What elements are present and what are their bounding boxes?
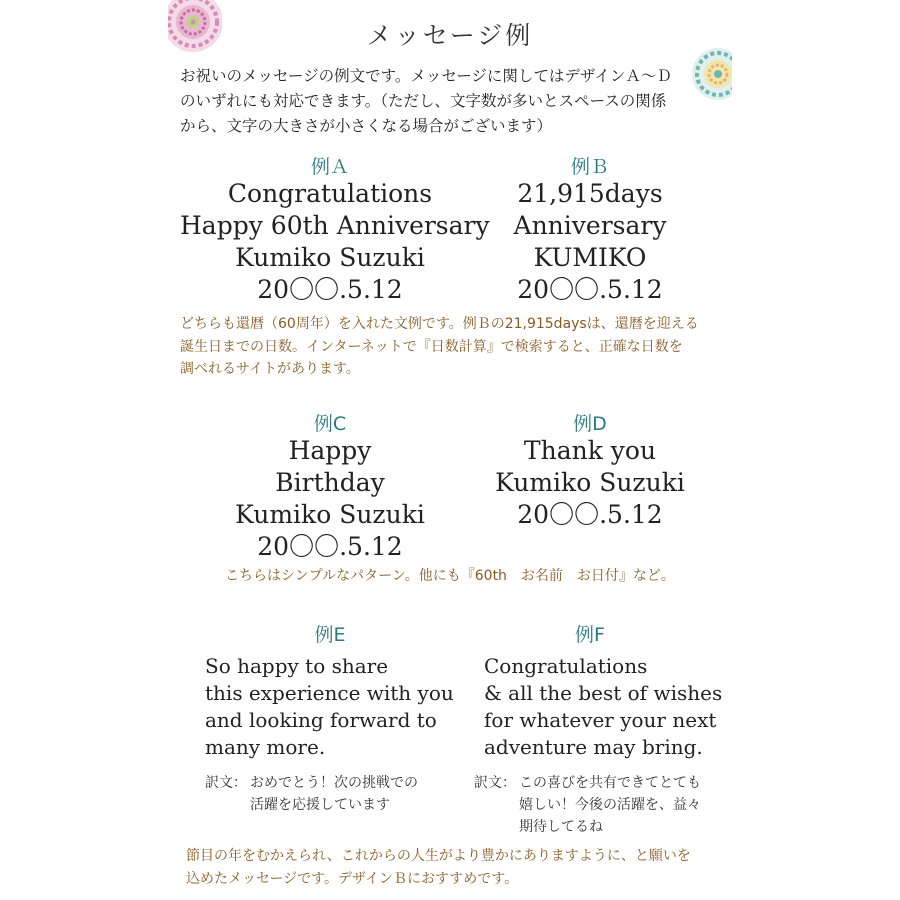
example-d-label: 例D <box>573 413 607 435</box>
message-line: Congratulations <box>484 654 648 678</box>
message-line: Congratulations <box>227 179 433 208</box>
message-line: Happy 60th Anniversary <box>180 211 490 240</box>
message-line: Birthday <box>275 468 385 497</box>
example-b-label: 例Ｂ <box>570 156 609 178</box>
message-line: KUMIKO <box>533 243 647 272</box>
message-line: 20〇〇.5.12 <box>257 275 403 304</box>
message-line: and looking forward to <box>205 708 437 732</box>
translation-line: 嬉しい！今後の活躍を、益々 <box>519 797 701 813</box>
message-line: adventure may bring. <box>484 735 703 759</box>
message-line: 20〇〇.5.12 <box>517 500 663 529</box>
message-line: So happy to share <box>205 654 389 678</box>
example-c-label: 例C <box>313 413 347 435</box>
note-line: どちらも還暦（60周年）を入れた文例です。例Ｂの21,915daysは、還暦を迎える <box>180 316 699 332</box>
example-d-message <box>490 435 690 531</box>
note-ef <box>186 845 691 890</box>
note-line: 込めたメッセージです。デザインＢにおすすめです。 <box>186 870 519 887</box>
translation-label: 訳文： <box>474 775 516 791</box>
message-line: Kumiko Suzuki <box>235 500 425 529</box>
note-cd: こちらはシンプルなパターン。他にも『60th お名前 お日付』など。 <box>225 568 675 584</box>
note-ab <box>180 313 699 381</box>
translation-line: 期待してるね <box>519 819 603 835</box>
message-line: for whatever your next <box>484 708 717 732</box>
note-line: 調べれるサイトがあります。 <box>180 361 360 377</box>
note-line: 節目の年をむかえられ、これからの人生がより豊かにありますように、と願いを <box>186 848 691 864</box>
message-line: Anniversary <box>513 211 667 240</box>
message-line: 20〇〇.5.12 <box>257 532 403 561</box>
page-title: メッセージ例 <box>366 21 534 50</box>
intro-line: のいずれにも対応できます。（ただし、文字数が多いとスペースの関係 <box>180 92 667 110</box>
note-line: 誕生日までの日数。インターネットで『日数計算』で検索すると、正確な日数を <box>180 338 683 355</box>
example-a-label: 例Ａ <box>310 156 349 178</box>
example-f-message <box>484 653 722 761</box>
translation-label: 訳文： <box>205 775 247 791</box>
message-line: Happy <box>288 436 372 465</box>
example-e-message <box>205 653 454 761</box>
message-line: many more. <box>205 735 326 759</box>
translation-line: おめでとう！次の挑戦での <box>250 775 418 791</box>
message-line: Thank you <box>523 436 657 465</box>
example-f-label: 例F <box>575 624 605 646</box>
example-c-message <box>180 435 480 563</box>
message-line: Kumiko Suzuki <box>495 468 685 497</box>
message-line: 21,915days <box>517 179 663 208</box>
intro-line: お祝いのメッセージの例文です。メッセージに関してはデザインＡ～Ｄ <box>180 67 672 85</box>
example-e-label: 例E <box>314 624 346 646</box>
translation-line: この喜びを共有できてとても <box>519 775 701 791</box>
message-line: this experience with you <box>205 681 454 705</box>
message-line: & all the best of wishes <box>484 681 723 705</box>
example-a-message <box>180 178 490 306</box>
message-line: Kumiko Suzuki <box>235 243 425 272</box>
example-f-translation <box>474 772 701 838</box>
message-line: 20〇〇.5.12 <box>517 275 663 304</box>
intro-text <box>180 64 740 139</box>
example-e-translation <box>205 772 418 816</box>
example-b-message <box>490 178 690 306</box>
intro-line: から、文字の大きさが小さくなる場合がございます） <box>180 117 553 135</box>
translation-line: 活躍を応援しています <box>250 797 390 813</box>
